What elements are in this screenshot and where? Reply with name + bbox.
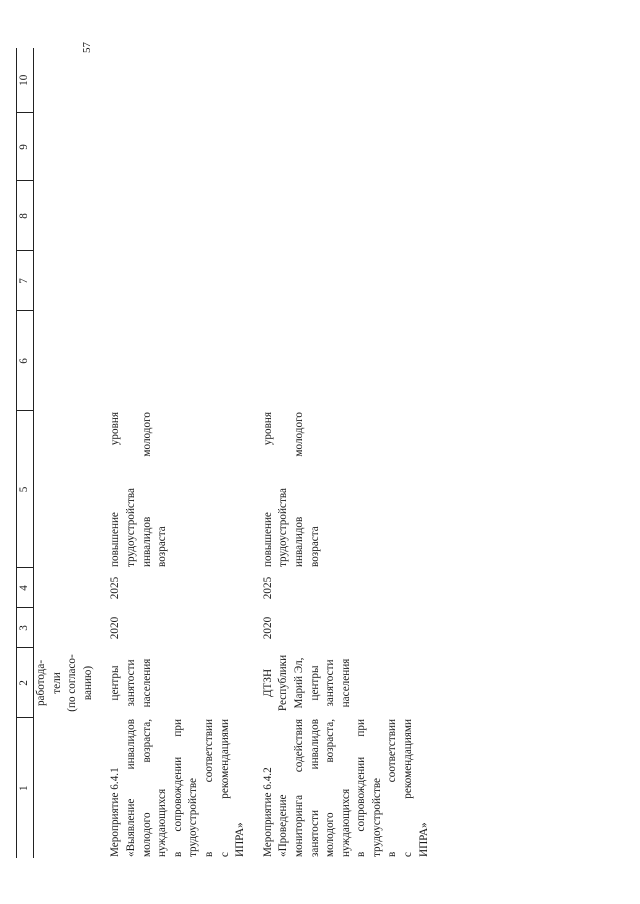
measures-table [16,48,444,858]
header-col-3: 3 [17,608,34,648]
expected-result: повышение уровня трудоустройства инвалидов молодого возраста [109,412,169,567]
header-col-6: 6 [17,311,34,411]
header-col-10: 10 [17,48,34,113]
header-col-4: 4 [17,568,34,608]
header-col-7: 7 [17,251,34,311]
start-year: 2020 [261,616,274,640]
measure-description: Мероприятие 6.4.1 «Выявление инвалидов молодого возраста, нуждающихся в сопровождении при трудоустройстве в соответствии с рекомендациями ИПРА» [109,719,247,857]
end-year: 2025 [261,576,274,600]
measure-description: Мероприятие 6.4.2 «Проведение мониторинга содействия занятости инвалидов молодого возраста, нуждающихся в сопровождении при трудоустройстве в соответствии с рекомендациями ИПРА» [261,719,430,857]
table-header-row [17,48,34,858]
table-row [108,48,260,858]
executor-continuation: работода- тели (по согласо- ванию) [35,654,94,712]
page-number: 57 [81,42,93,53]
header-col-5: 5 [17,411,34,568]
table-row-continuation [34,48,109,858]
header-col-9: 9 [17,113,34,181]
header-col-8: 8 [17,181,34,251]
measure-executor: центры занятости населения [109,658,153,708]
rotated-page-content [16,48,430,858]
header-col-1: 1 [17,718,34,858]
table-row [261,48,445,858]
header-col-2: 2 [17,648,34,718]
expected-result: повышение уровня трудоустройства инвалидов молодого возраста [261,412,321,567]
end-year: 2025 [109,576,122,600]
start-year: 2020 [109,616,122,640]
measure-executor: ДТЗН Республики Марий Эл, центры занятости населения [261,654,352,712]
